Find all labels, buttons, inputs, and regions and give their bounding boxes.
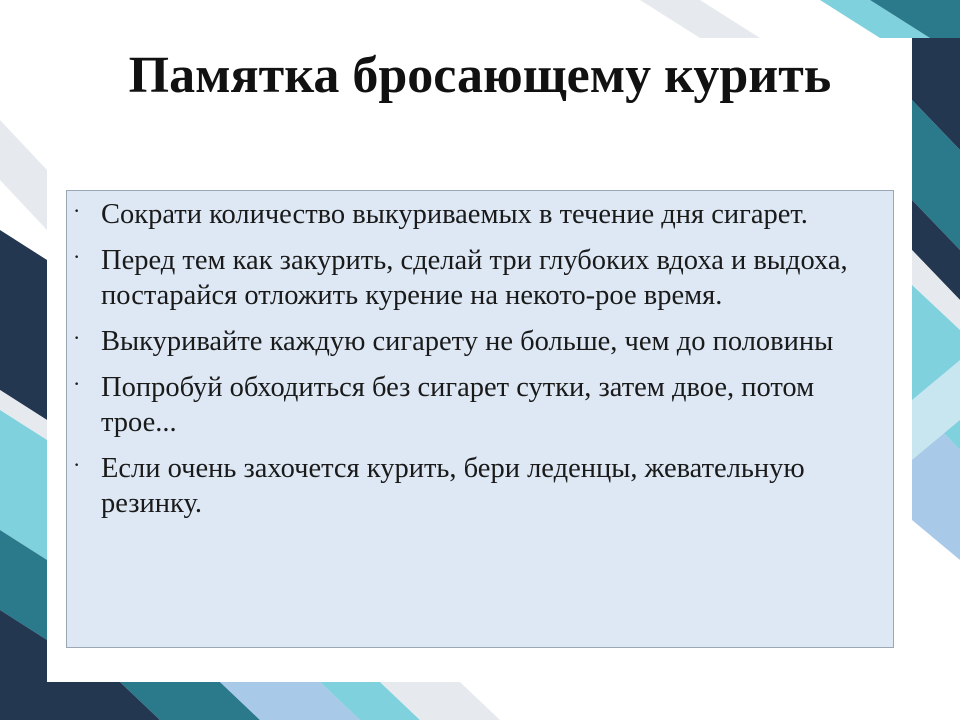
bullet-dot-icon: ·	[73, 244, 81, 269]
slide-title: Памятка бросающему курить	[128, 47, 832, 104]
list-item	[67, 197, 873, 232]
list-item	[67, 324, 873, 359]
list-item	[67, 451, 873, 521]
stripe-top-light	[640, 0, 760, 38]
bullet-list	[67, 197, 873, 521]
bullet-dot-icon: ·	[73, 325, 81, 350]
list-item-text: Попробуй обходиться без сигарет сутки, затем двое, потом трое...	[101, 372, 815, 438]
bullet-dot-icon: ·	[73, 452, 81, 477]
list-item-text: Если очень захочется курить, бери леденцы, жевательную резинку.	[101, 453, 805, 519]
list-item-text: Перед тем как закурить, сделай три глубоких вдоха и выдоха, постарайся отложить курение на некото-рое время.	[101, 245, 848, 311]
stripe-left-navy-1	[0, 230, 47, 420]
list-item-text: Выкуривайте каждую сигарету не больше, чем до половины	[101, 326, 834, 357]
list-item	[67, 243, 873, 313]
content-box	[66, 190, 894, 648]
bullet-dot-icon: ·	[73, 198, 81, 223]
stripe-left-light	[0, 120, 47, 230]
list-item	[67, 370, 873, 440]
bullet-dot-icon: ·	[73, 371, 81, 396]
list-item-text: Сократи количество выкуриваемых в течение дня сигарет.	[101, 199, 808, 230]
